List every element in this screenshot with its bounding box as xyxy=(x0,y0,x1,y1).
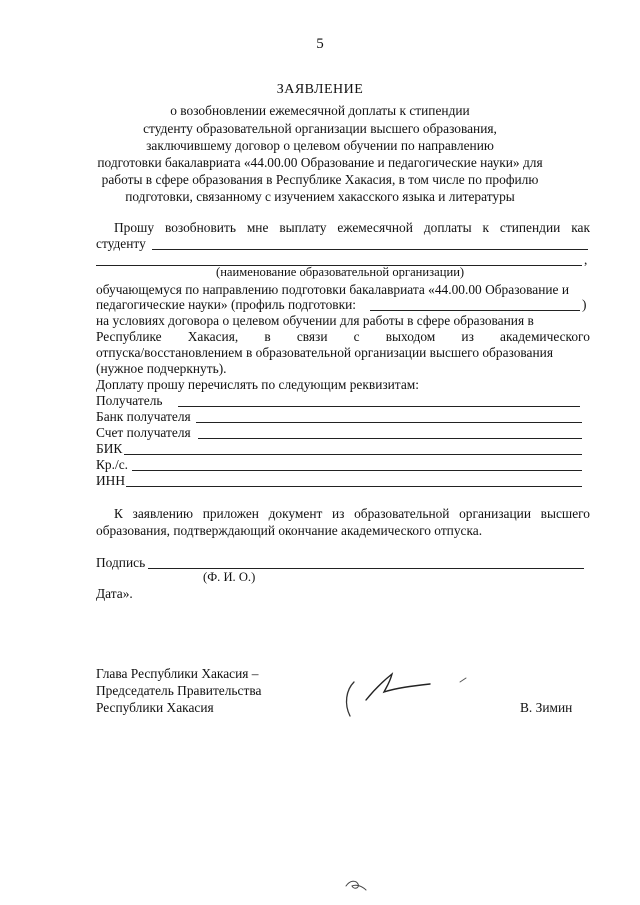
account-input-line[interactable] xyxy=(198,438,582,439)
requisites-intro: Доплату прошу перечислять по следующим реквизитам: xyxy=(96,377,419,392)
condition-word: из xyxy=(461,329,474,344)
attachment-line-2: образования, подтверждающий окончание академического отпуска. xyxy=(96,523,483,538)
position-line-3: Республики Хакасия xyxy=(96,700,214,715)
field-label-recipient: Получатель xyxy=(96,393,163,408)
corr-account-input-line[interactable] xyxy=(132,470,582,471)
handwritten-signature xyxy=(340,660,480,720)
request-word: Прошу xyxy=(114,220,155,235)
organization-caption: (наименование образовательной организации) xyxy=(216,265,465,279)
condition-line-3: отпуска/восстановлением в образовательной организации высшего образования xyxy=(96,345,553,360)
field-label-corr-account: Кр./с. xyxy=(96,457,128,472)
date-label: Дата». xyxy=(96,586,133,601)
request-word: выплату xyxy=(279,220,327,235)
condition-word: в xyxy=(264,329,271,344)
attachment-line-1: К заявлению приложен документ из образовательной организации высшего xyxy=(114,506,590,521)
condition-line-2 xyxy=(96,329,590,345)
condition-line-4: (нужное подчеркнуть). xyxy=(96,361,227,376)
comma-mark: , xyxy=(584,252,588,267)
subtitle-line-2: студенту образовательной организации высшего образования, xyxy=(143,121,497,136)
request-word: к xyxy=(482,220,490,235)
signature-label: Подпись xyxy=(96,555,146,570)
profile-close-paren: ) xyxy=(582,297,587,312)
field-label-account: Счет получателя xyxy=(96,425,191,440)
field-label-bik: БИК xyxy=(96,441,123,456)
signature-input-line[interactable] xyxy=(148,568,584,569)
subtitle-line-3: заключившему договор о целевом обучении по направлению xyxy=(146,138,494,153)
request-word: как xyxy=(571,220,590,235)
condition-word: выходом xyxy=(385,329,436,344)
request-line-1 xyxy=(114,220,590,236)
subtitle-line-4: подготовки бакалавриата «44.00.00 Образование и педагогические науки» для xyxy=(97,155,543,170)
position-line-1: Глава Республики Хакасия – xyxy=(96,666,259,681)
condition-word: академического xyxy=(500,329,590,344)
subtitle-line-6: подготовки, связанному с изучением хакасского языка и литературы xyxy=(125,189,515,204)
field-label-inn: ИНН xyxy=(96,473,126,488)
student-input-line[interactable] xyxy=(152,249,588,250)
signatory-name: В. Зимин xyxy=(520,700,573,715)
subtitle-line-1: о возобновлении ежемесячной доплаты к стипендии xyxy=(170,103,470,118)
subtitle-line-5: работы в сфере образования в Республике Хакасия, в том числе по профилю xyxy=(101,172,539,187)
student-label: студенту xyxy=(96,236,146,251)
bik-input-line[interactable] xyxy=(124,454,582,455)
recipient-input-line[interactable] xyxy=(178,406,580,407)
condition-line-1: на условиях договора о целевом обучении для работы в сфере образования в xyxy=(96,313,534,328)
request-word: стипендии xyxy=(499,220,561,235)
inn-input-line[interactable] xyxy=(126,486,582,487)
bottom-mark xyxy=(342,876,372,894)
request-word: возобновить xyxy=(164,220,236,235)
position-line-2: Председатель Правительства xyxy=(96,683,262,698)
condition-word: связи xyxy=(296,329,328,344)
document-title: ЗАЯВЛЕНИЕ xyxy=(276,82,364,97)
request-word: мне xyxy=(246,220,269,235)
condition-word: Республике xyxy=(96,329,162,344)
request-word: ежемесячной xyxy=(337,220,413,235)
study-line-1: обучающемуся по направлению подготовки бакалавриата «44.00.00 Образование и xyxy=(96,282,569,297)
page-number: 5 xyxy=(316,36,324,52)
request-word: доплаты xyxy=(423,220,472,235)
condition-word: Хакасия, xyxy=(187,329,239,344)
field-label-bank: Банк получателя xyxy=(96,409,191,424)
study-line-2: педагогические науки» (профиль подготовки: xyxy=(96,297,357,312)
profile-input-line[interactable] xyxy=(370,310,580,311)
full-name-caption: (Ф. И. О.) xyxy=(203,570,256,584)
bank-input-line[interactable] xyxy=(196,422,582,423)
condition-word: с xyxy=(353,329,360,344)
